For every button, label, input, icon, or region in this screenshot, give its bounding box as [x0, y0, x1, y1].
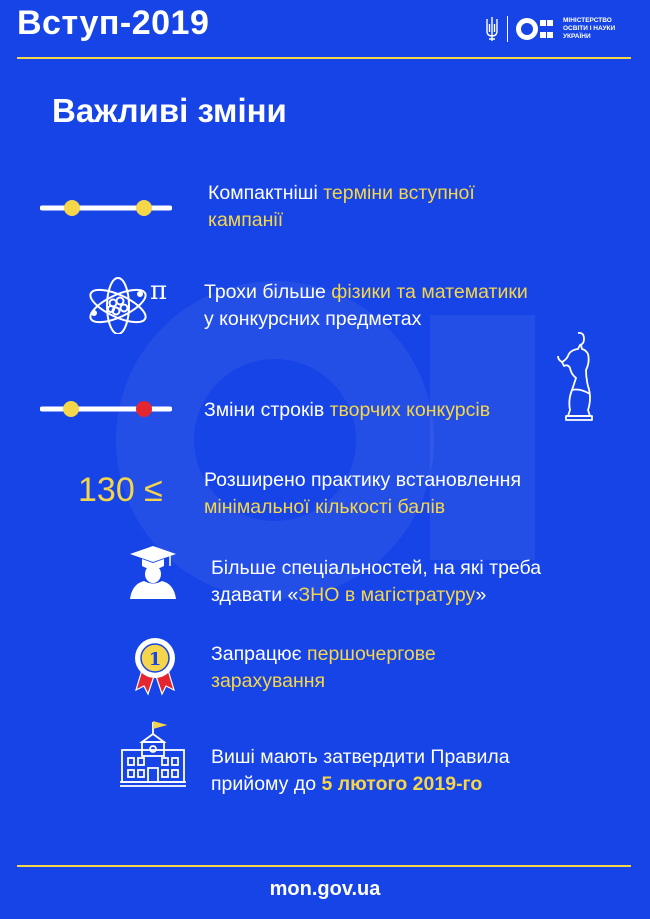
timeline-red-dot-icon — [40, 399, 172, 419]
item-5-text: Більше спеціальностей, на які треба — [211, 557, 542, 579]
item-7-highlight: 5 лютого 2019-го — [321, 773, 483, 795]
bottom-divider — [17, 865, 631, 867]
ministry-line-2: ОСВІТИ І НАУКИ — [563, 25, 616, 32]
item-min-score — [204, 467, 521, 521]
item-creative-contests — [204, 397, 490, 424]
item-7-text-2: прийому до — [211, 773, 322, 795]
item-5-highlight: ЗНО в магістратуру — [298, 584, 476, 606]
medal-icon — [132, 636, 178, 696]
item-zno-masters — [211, 555, 541, 609]
graduate-icon — [128, 544, 178, 600]
item-compact-terms — [208, 180, 475, 234]
item-admission-rules — [211, 744, 510, 798]
logo-separator — [507, 16, 508, 42]
item-1-highlight-2: кампанії — [208, 209, 284, 231]
item-5-text-2: здавати « — [211, 584, 299, 606]
item-4-highlight: мінімальної кількості балів — [204, 496, 446, 518]
item-6-text: Запрацює — [211, 643, 308, 665]
ministry-line-3: УКРАЇНИ — [563, 33, 591, 40]
trident-icon — [485, 16, 499, 42]
item-4-text: Розширено практику встановлення — [204, 469, 522, 491]
ministry-name — [563, 17, 633, 41]
university-building-icon — [118, 720, 188, 788]
item-5-tail: » — [475, 584, 487, 606]
svg-text:1: 1 — [148, 649, 162, 670]
item-6-highlight-2: зарахування — [211, 670, 326, 692]
item-3-highlight: творчих конкурсів — [329, 399, 491, 421]
item-1-text: Компактніші — [208, 182, 324, 204]
page-title: Вступ-2019 — [17, 4, 210, 42]
item-3-text: Зміни строків — [204, 399, 330, 421]
mon-logo-icon — [516, 16, 558, 42]
timeline-two-dots-icon — [40, 198, 172, 218]
item-1-highlight: терміни вступної — [323, 182, 475, 204]
min-score-icon: 130 ≤ — [78, 471, 163, 509]
top-divider — [17, 57, 631, 59]
item-physics-math — [204, 279, 528, 333]
item-6-highlight: першочергове — [307, 643, 436, 665]
ministry-logo[interactable] — [485, 14, 633, 44]
venus-statue-icon — [556, 330, 600, 422]
svg-text:π: π — [150, 276, 168, 306]
ministry-line-1: МІНІСТЕРСТВО — [563, 17, 612, 24]
item-2-highlight: фізики та математики — [331, 281, 528, 303]
item-2-text-2: у конкурсних предметах — [204, 308, 422, 330]
footer-url[interactable]: mon.gov.ua — [269, 878, 381, 900]
item-7-text: Виші мають затвердити Правила — [211, 746, 510, 768]
item-2-text: Трохи більше — [204, 281, 332, 303]
item-priority-enrollment — [211, 641, 436, 695]
atom-pi-icon — [82, 274, 174, 334]
section-title: Важливі зміни — [52, 92, 287, 129]
